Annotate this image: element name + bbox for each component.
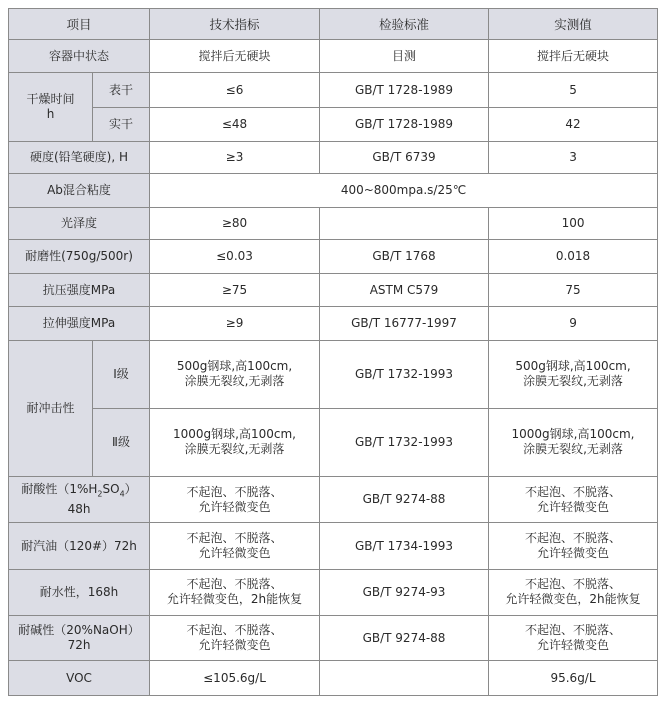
measured-line: 允许轻微变色 (537, 499, 610, 514)
standard-cell: GB/T 1728-1989 (320, 108, 489, 141)
row-label: 耐磨性(750g/500r) (9, 240, 150, 273)
row-label: 抗压强度MPa (9, 273, 150, 306)
spec-cell (150, 476, 320, 523)
measured-line: 允许轻微变色 (537, 546, 610, 561)
spec-cell (150, 523, 320, 570)
spec-cell (150, 570, 320, 616)
standard-cell: GB/T 1728-1989 (320, 72, 489, 108)
acid-label-line1: 耐酸性$(1\%H_2SO_4)$ (21, 482, 137, 499)
spec-line: 涂膜无裂纹,无剥落 (184, 442, 285, 457)
measured-line: 不起泡、不脱落、 (525, 484, 622, 499)
spec-cell: ≤0.03 (150, 240, 320, 273)
measured-cell: 3 (489, 141, 658, 173)
row-label: 耐冲击性 (9, 340, 93, 476)
standard-cell: GB/T 9274-93 (320, 570, 489, 616)
row-label: 拉伸强度MPa (9, 307, 150, 340)
standard-cell: GB/T 16777-1997 (320, 307, 489, 340)
standard-cell (320, 661, 489, 696)
measured-line: 不起泡、不脱落、 (525, 531, 622, 546)
measured-cell (489, 476, 658, 523)
measured-line: 允许轻微变色，2h能恢复 (505, 592, 641, 607)
spec-line: 不起泡、不脱落、 (186, 623, 283, 638)
header-item: 项目 (9, 9, 150, 40)
spec-cell (150, 340, 320, 408)
table-row (9, 661, 658, 696)
spec-cell: ≥9 (150, 307, 320, 340)
row-label (9, 476, 150, 523)
spec-line: 涂膜无裂纹,无剥落 (184, 374, 285, 389)
table-row (9, 570, 658, 616)
spec-line: 允许轻微变色，2h能恢复 (166, 592, 303, 607)
alkali-label-line2: 72h (67, 638, 91, 653)
table-row (9, 141, 658, 173)
spec-cell: ≤6 (150, 72, 320, 108)
header-row (9, 9, 658, 40)
row-label: 光泽度 (9, 207, 150, 239)
standard-cell: GB/T 9274-88 (320, 476, 489, 523)
row-label: Ab混合粘度 (9, 174, 150, 207)
spec-line: 允许轻微变色 (198, 546, 271, 561)
measured-cell (489, 340, 658, 408)
spec-cell: ≥3 (150, 141, 320, 173)
spec-table (8, 8, 658, 696)
table-row (9, 72, 658, 108)
header-spec: 技术指标 (150, 9, 320, 40)
measured-line: 涂膜无裂纹,无剥落 (523, 442, 623, 457)
spec-line: 500g钢球,高100cm, (176, 359, 293, 374)
spec-cell: ≤48 (150, 108, 320, 141)
measured-line: 允许轻微变色 (537, 638, 610, 653)
row-label: 硬度(铅笔硬度), H (9, 141, 150, 173)
measured-cell: 0.018 (489, 240, 658, 273)
spec-line: 不起泡、不脱落、 (186, 577, 283, 592)
table-row (9, 40, 658, 72)
standard-cell: GB/T 1734-1993 (320, 523, 489, 570)
standard-cell: ASTM C579 (320, 273, 489, 306)
spec-line: 1000g钢球,高100cm, (173, 427, 296, 442)
measured-cell (489, 615, 658, 661)
row-label: 耐水性，168h (9, 570, 150, 616)
spec-cell: 搅拌后无硬块 (150, 40, 320, 72)
viscosity-value: 400~800mpa.s/25℃ (150, 174, 658, 207)
measured-line: 涂膜无裂纹,无剥落 (523, 374, 623, 389)
measured-cell: 100 (489, 207, 658, 239)
spec-cell: ≥75 (150, 273, 320, 306)
table-row (9, 476, 658, 523)
sub-label: Ⅰ级 (93, 340, 150, 408)
standard-cell: GB/T 1768 (320, 240, 489, 273)
spec-cell: ≥80 (150, 207, 320, 239)
measured-cell: 5 (489, 72, 658, 108)
table-row (9, 523, 658, 570)
spec-line: 允许轻微变色 (198, 638, 271, 653)
measured-line: 500g钢球,高100cm, (515, 359, 631, 374)
standard-cell: GB/T 1732-1993 (320, 340, 489, 408)
measured-line: 不起泡、不脱落、 (525, 623, 622, 638)
standard-cell: GB/T 1732-1993 (320, 408, 489, 476)
header-measured: 实测值 (489, 9, 658, 40)
row-label (9, 615, 150, 661)
sub-label: 表干 (93, 72, 150, 108)
measured-cell (489, 570, 658, 616)
row-label: 耐汽油（120#）72h (9, 523, 150, 570)
measured-cell: 搅拌后无硬块 (489, 40, 658, 72)
measured-cell (489, 523, 658, 570)
table-row (9, 340, 658, 408)
standard-cell: GB/T 6739 (320, 141, 489, 173)
table-row (9, 273, 658, 306)
drying-label-line2: h (46, 106, 55, 121)
standard-cell: 目测 (320, 40, 489, 72)
standard-cell: GB/T 9274-88 (320, 615, 489, 661)
measured-cell: 95.6g/L (489, 661, 658, 696)
acid-label-line2: 48h (67, 501, 91, 516)
table-row (9, 408, 658, 476)
measured-cell: 75 (489, 273, 658, 306)
table-row (9, 307, 658, 340)
row-label: 容器中状态 (9, 40, 150, 72)
measured-cell (489, 408, 658, 476)
spec-line: 不起泡、不脱落、 (186, 531, 283, 546)
table-row (9, 240, 658, 273)
spec-cell (150, 408, 320, 476)
drying-label-line1: 干燥时间 (26, 91, 75, 106)
measured-line: 1000g钢球,高100cm, (511, 427, 635, 442)
measured-cell: 42 (489, 108, 658, 141)
spec-line: 不起泡、不脱落、 (186, 484, 283, 499)
alkali-label-line1: 耐碱性（20%NaOH） (18, 623, 140, 638)
row-label (9, 72, 93, 141)
sub-label: Ⅱ级 (93, 408, 150, 476)
table-row (9, 615, 658, 661)
sub-label: 实干 (93, 108, 150, 141)
spec-cell (150, 615, 320, 661)
spec-cell: ≤105.6g/L (150, 661, 320, 696)
spec-line: 允许轻微变色 (198, 499, 271, 514)
header-standard: 检验标准 (320, 9, 489, 40)
measured-line: 不起泡、不脱落、 (525, 577, 622, 592)
table-row (9, 108, 658, 141)
measured-cell: 9 (489, 307, 658, 340)
standard-cell (320, 207, 489, 239)
row-label: VOC (9, 661, 150, 696)
table-row (9, 207, 658, 239)
table-row (9, 174, 658, 207)
